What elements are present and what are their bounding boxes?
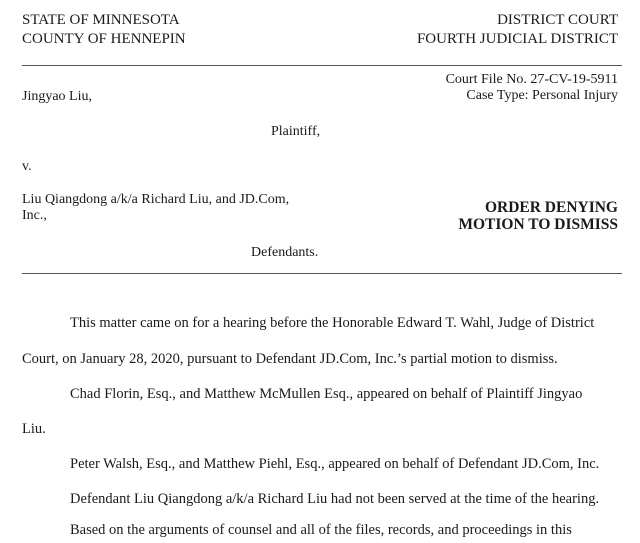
order-title-line-2: MOTION TO DISMISS: [458, 216, 618, 233]
defendants-role: Defendants.: [251, 245, 319, 260]
case-type: Case Type: Personal Injury: [466, 88, 618, 103]
paragraph-2-line-2: Liu.: [22, 421, 46, 437]
paragraph-3: Peter Walsh, Esq., and Matthew Piehl, Esq., appeared on behalf of Defendant JD.Com, Inc.: [70, 456, 600, 472]
paragraph-1-line-2: Court, on January 28, 2020, pursuant to Defendant JD.Com, Inc.’s partial motion to dismiss.: [22, 351, 558, 367]
caption-bottom-rule: [22, 273, 622, 274]
court-name: DISTRICT COURT: [497, 12, 618, 28]
caption-top-rule: [22, 65, 622, 66]
county-name: COUNTY OF HENNEPIN: [22, 31, 186, 47]
defendants-line-2: Inc.,: [22, 208, 47, 223]
court-file-number: Court File No. 27-CV-19-5911: [445, 72, 618, 87]
paragraph-1-line-1: This matter came on for a hearing before the Honorable Edward T. Wahl, Judge of District: [70, 315, 595, 331]
versus: v.: [22, 159, 32, 174]
plaintiff-name: Jingyao Liu,: [22, 89, 92, 104]
plaintiff-role: Plaintiff,: [271, 124, 321, 139]
state-name: STATE OF MINNESOTA: [22, 12, 180, 28]
defendants-line-1: Liu Qiangdong a/k/a Richard Liu, and JD.Com,: [22, 192, 290, 207]
order-title-line-1: ORDER DENYING: [484, 199, 618, 216]
paragraph-5: Based on the arguments of counsel and all of the files, records, and proceedings in this: [70, 522, 572, 538]
paragraph-4: Defendant Liu Qiangdong a/k/a Richard Liu had not been served at the time of the hearing.: [70, 491, 600, 507]
judicial-district: FOURTH JUDICIAL DISTRICT: [416, 31, 618, 47]
paragraph-2-line-1: Chad Florin, Esq., and Matthew McMullen Esq., appeared on behalf of Plaintiff Jingyao: [70, 386, 583, 402]
